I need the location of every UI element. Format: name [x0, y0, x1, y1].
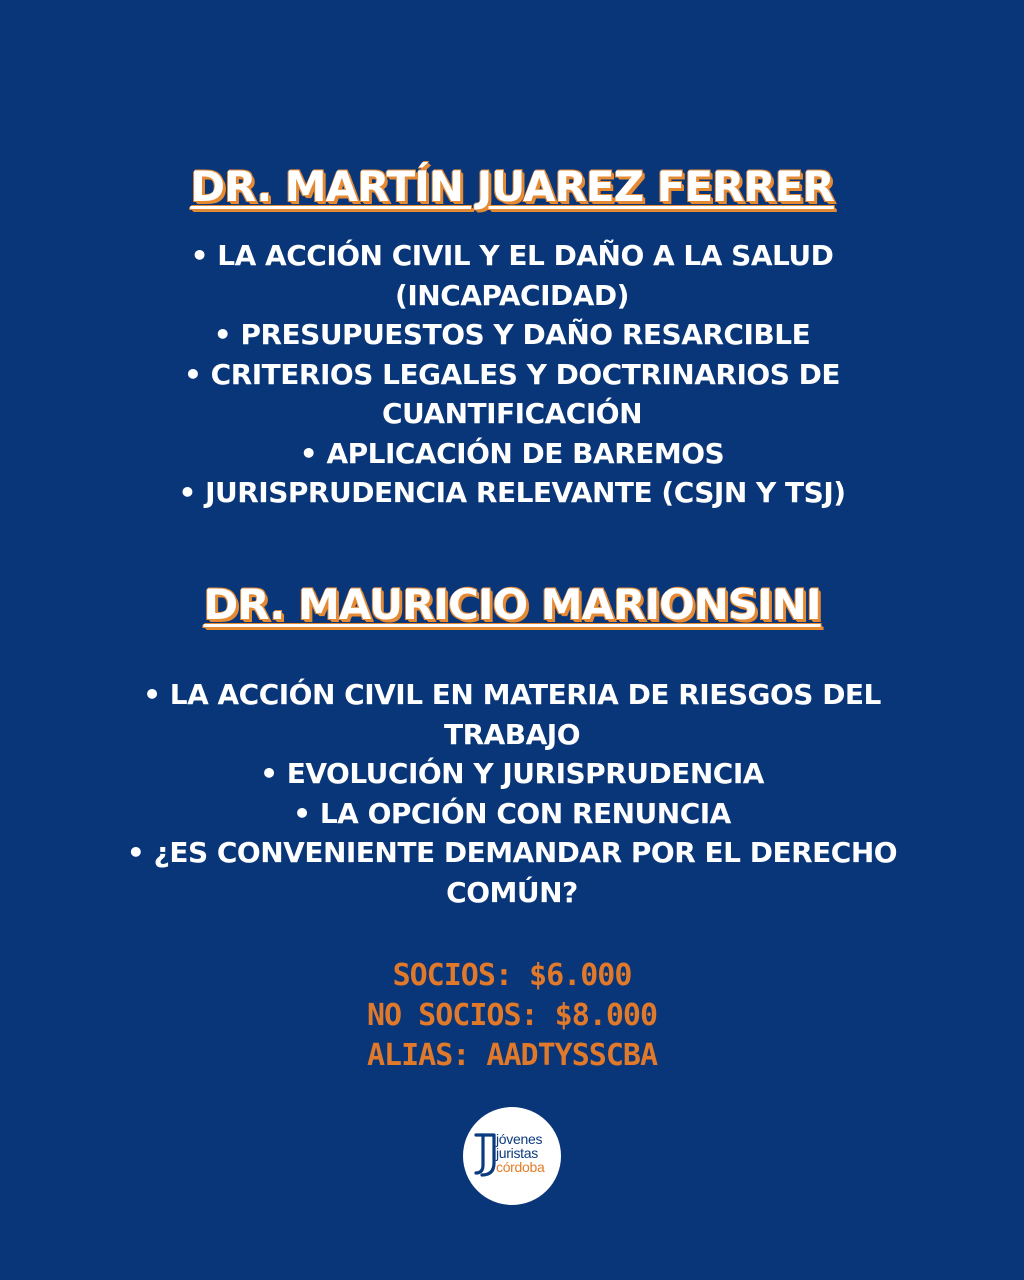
- logo-line-3: córdoba: [496, 1159, 545, 1175]
- topic-item: • LA OPCIÓN CON RENUNCIA: [112, 794, 912, 834]
- speaker-name-2: DR. MAURICIO MARIONSINI: [203, 580, 821, 629]
- logo-line-2: juristas: [496, 1145, 538, 1161]
- price-non-members: NO SOCIOS: $8.000: [366, 998, 658, 1033]
- topic-item: • PRESUPUESTOS Y DAÑO RESARCIBLE: [112, 315, 912, 355]
- jj-monogram-icon: [473, 1131, 497, 1179]
- pricing-block: [0, 956, 1024, 1076]
- speaker-2-topics: [112, 675, 912, 912]
- topic-item: • LA ACCIÓN CIVIL Y EL DAÑO A LA SALUD (INCAPACIDAD): [112, 236, 912, 315]
- topic-item: • APLICACIÓN DE BAREMOS: [112, 434, 912, 474]
- topic-item: • CRITERIOS LEGALES Y DOCTRINARIOS DE CUANTIFICACIÓN: [112, 355, 912, 434]
- logo-wordmark: [496, 1132, 545, 1174]
- price-members: SOCIOS: $6.000: [392, 958, 632, 993]
- topic-item: • ¿ES CONVENIENTE DEMANDAR POR EL DERECHO COMÚN?: [112, 833, 912, 912]
- logo-line-1: jóvenes: [496, 1131, 543, 1147]
- topic-item: • JURISPRUDENCIA RELEVANTE (CSJN Y TSJ): [112, 473, 912, 513]
- payment-alias: ALIAS: AADTYSSCBA: [366, 1038, 658, 1073]
- topic-item: • EVOLUCIÓN Y JURISPRUDENCIA: [112, 754, 912, 794]
- speaker-1-topics: [112, 236, 912, 513]
- jovenes-juristas-logo: [463, 1107, 561, 1205]
- speaker-name-1: DR. MARTÍN JUAREZ FERRER: [190, 162, 834, 211]
- topic-item: • LA ACCIÓN CIVIL EN MATERIA DE RIESGOS DEL TRABAJO: [112, 675, 912, 754]
